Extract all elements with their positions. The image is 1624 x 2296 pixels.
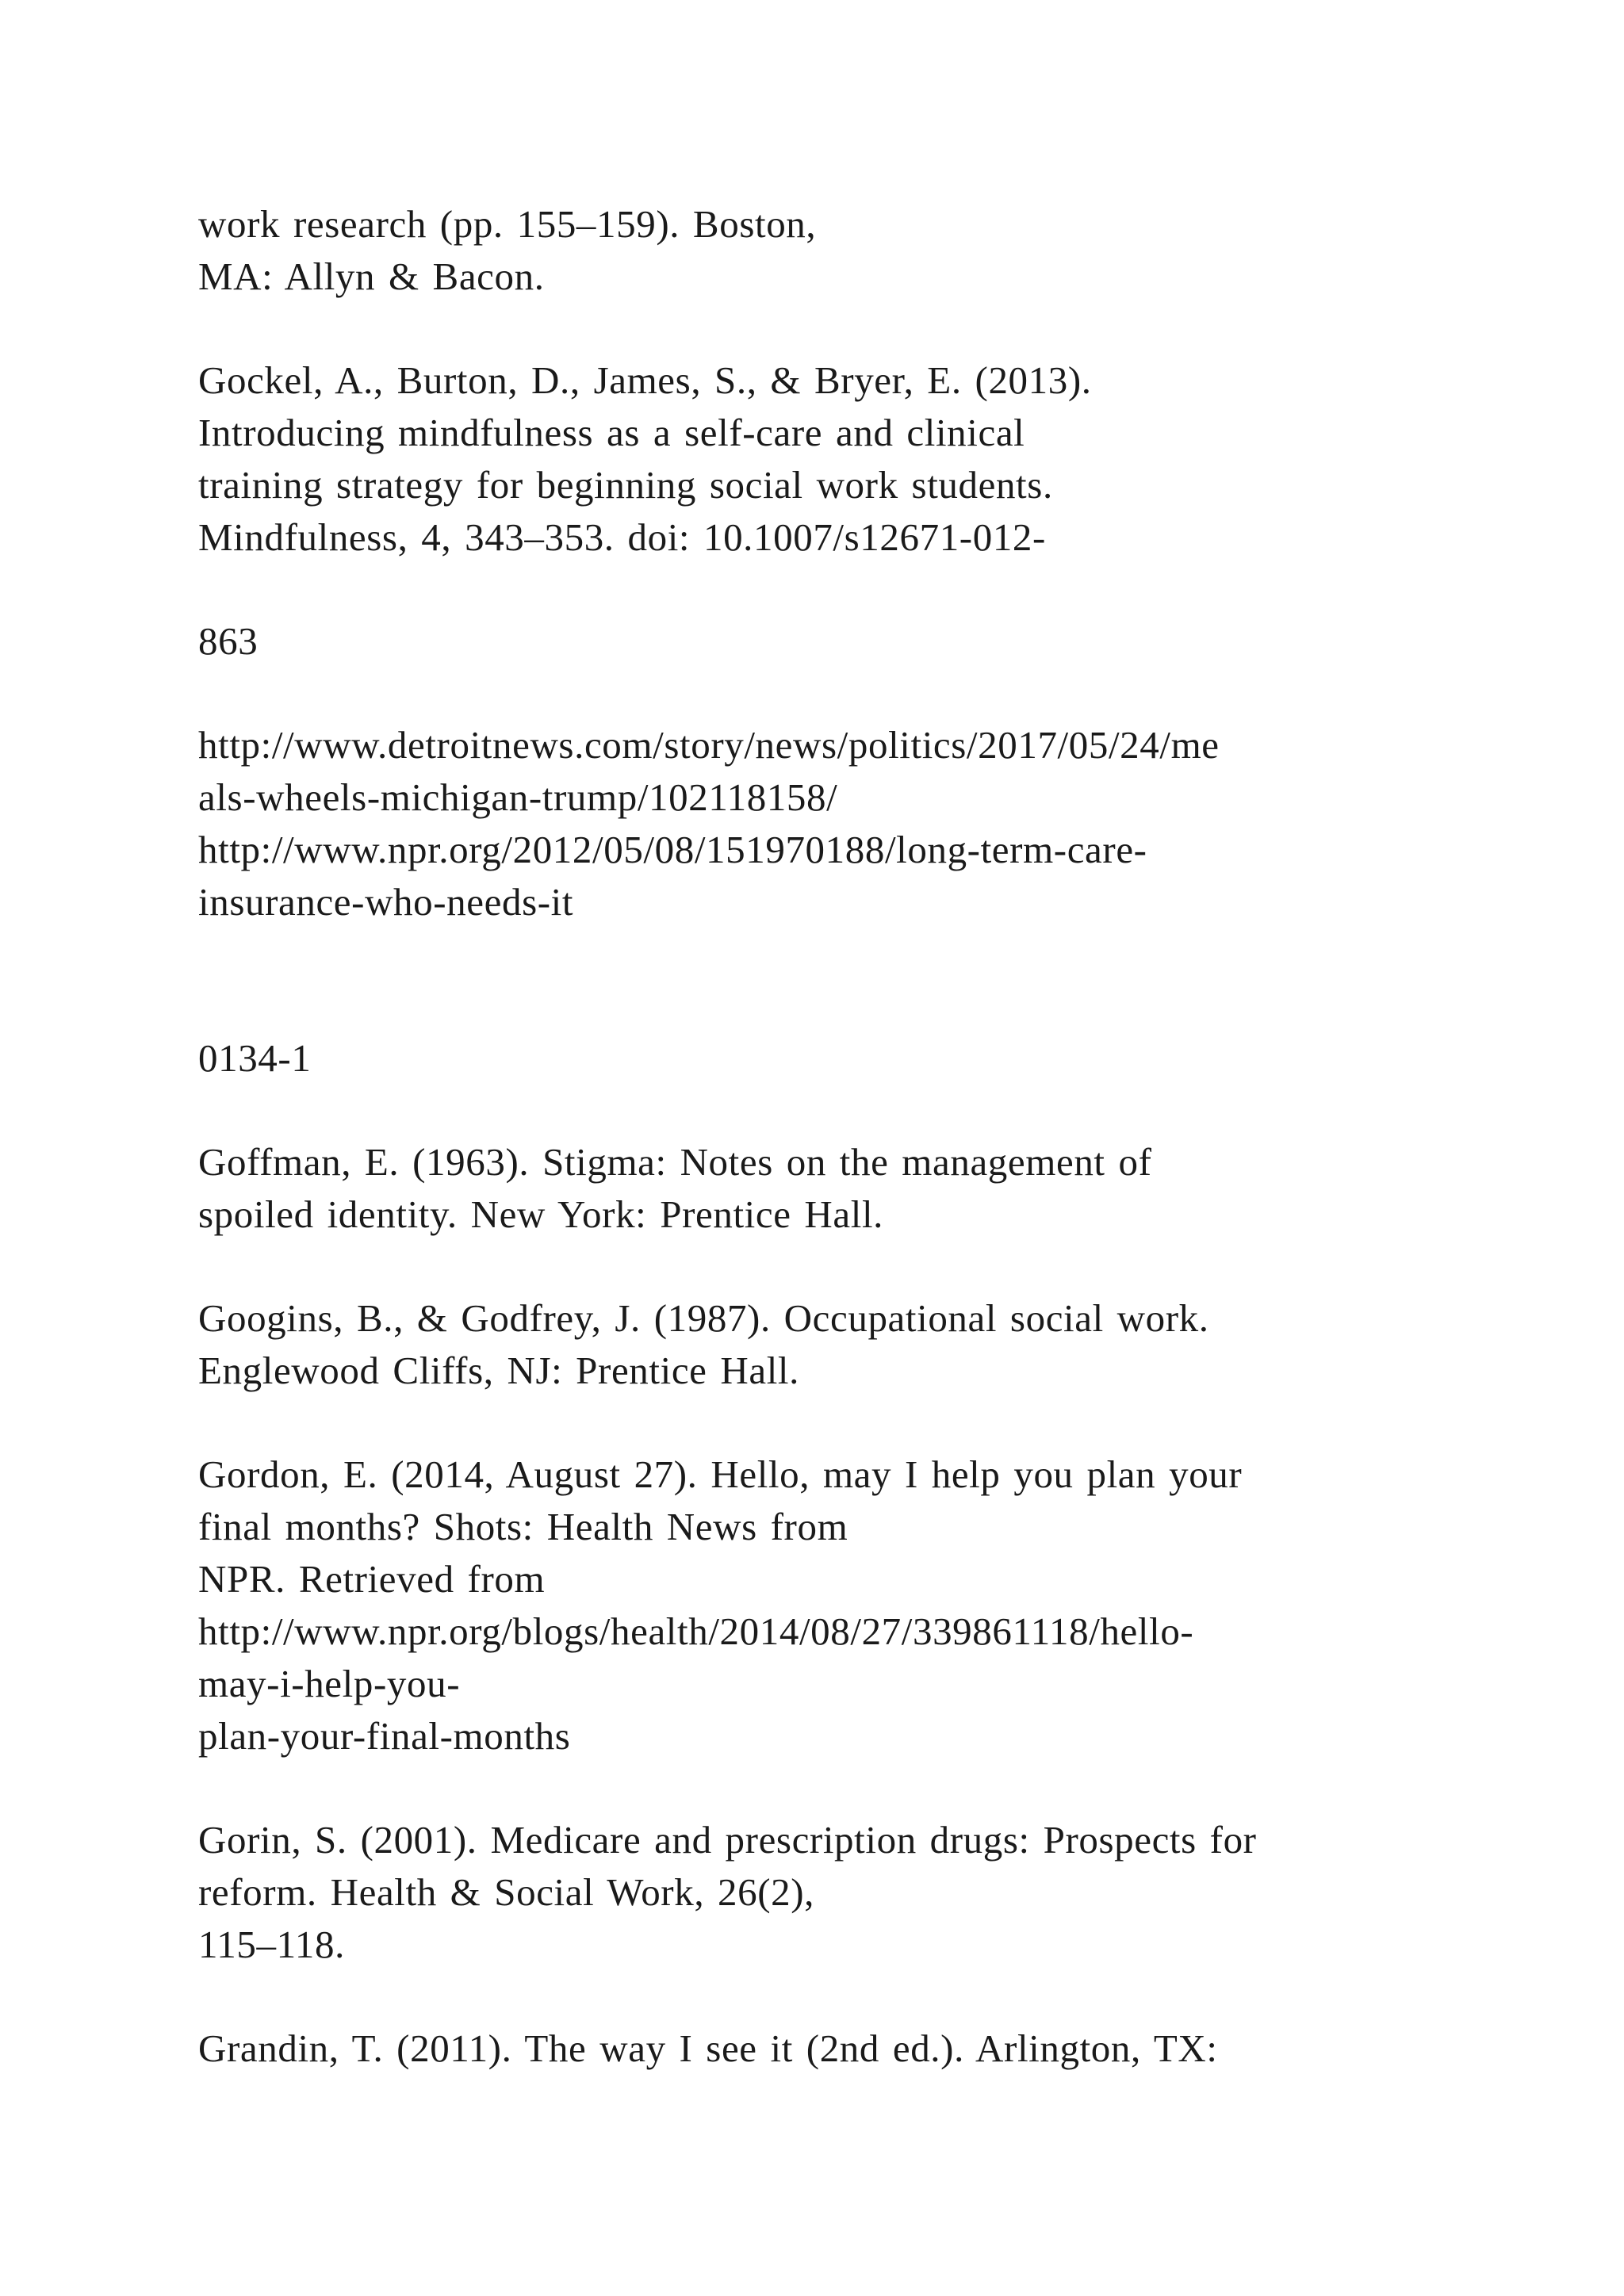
reference-allyn-line-1: work research (pp. 155–159). Boston, (198, 202, 817, 246)
reference-gockel-line-2: Introducing mindfulness as a self-care and clinical (198, 411, 1025, 454)
reference-gordon-line-2: final months? Shots: Health News from (198, 1505, 848, 1548)
reference-goffman-line-1: Goffman, E. (1963). Stigma: Notes on the management of (198, 1140, 1152, 1184)
url-line-4: insurance-who-needs-it (198, 880, 574, 924)
reference-gordon-line-5: may-i-help-you- (198, 1662, 461, 1705)
reference-gordon-line-6: plan-your-final-months (198, 1714, 571, 1758)
reference-googins-line-1: Googins, B., & Godfrey, J. (1987). Occupational social work. (198, 1296, 1209, 1340)
reference-gordon-line-1: Gordon, E. (2014, August 27). Hello, may I help you plan your (198, 1452, 1243, 1496)
reference-gorin-line-2: reform. Health & Social Work, 26(2), (198, 1870, 815, 1914)
reference-gockel-line-4: Mindfulness, 4, 343–353. doi: 10.1007/s12671-012- (198, 515, 1046, 559)
url-line-2: als-wheels-michigan-trump/102118158/ (198, 775, 838, 819)
fragment-0134-1: 0134-1 (198, 1036, 312, 1080)
reference-gockel-line-3: training strategy for beginning social work students. (198, 463, 1053, 507)
url-line-3: http://www.npr.org/2012/05/08/151970188/long-term-care- (198, 828, 1147, 871)
reference-gorin-line-3: 115–118. (198, 1923, 345, 1966)
reference-gorin-line-1: Gorin, S. (2001). Medicare and prescription drugs: Prospects for (198, 1818, 1257, 1862)
reference-goffman-line-2: spoiled identity. New York: Prentice Hall. (198, 1192, 884, 1236)
reference-allyn-line-2: MA: Allyn & Bacon. (198, 254, 545, 298)
reference-gordon-line-3: NPR. Retrieved from (198, 1557, 546, 1601)
url-line-1: http://www.detroitnews.com/story/news/politics/2017/05/24/me (198, 723, 1220, 767)
reference-grandin-line-1: Grandin, T. (2011). The way I see it (2nd ed.). Arlington, TX: (198, 2026, 1218, 2070)
reference-gordon-line-4: http://www.npr.org/blogs/health/2014/08/27/339861118/hello- (198, 1609, 1194, 1653)
fragment-863: 863 (198, 619, 259, 663)
reference-gockel-line-1: Gockel, A., Burton, D., James, S., & Bryer, E. (2013). (198, 358, 1092, 402)
reference-googins-line-2: Englewood Cliffs, NJ: Prentice Hall. (198, 1349, 799, 1392)
